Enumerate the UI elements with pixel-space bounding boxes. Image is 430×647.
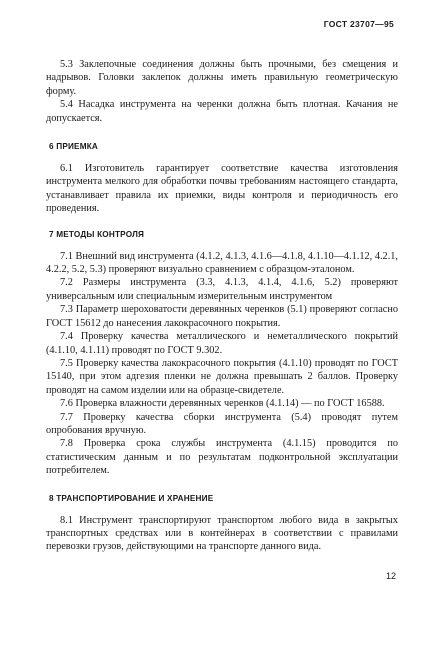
paragraph-7-6: 7.6 Проверка влажности деревянных черенков (4.1.14) — по ГОСТ 16588. — [60, 398, 385, 410]
page-body — [46, 58, 398, 554]
paragraph-7-7: 7.7 Проверку качества сборки инструмента (5.4) проводят путем опробования вручную. — [46, 411, 398, 436]
page-number: 12 — [385, 571, 396, 581]
paragraph-7-4: 7.4 Проверку качества металлического и неметаллического покрытий (4.1.10, 4.1.11) проводят по ГОСТ 9.302. — [46, 331, 398, 356]
paragraph-7-5: 7.5 Проверку качества лакокрасочного покрытия (4.1.10) проводят по ГОСТ 15140, при этом адгезия пленки не должна превышать 2 баллов. Проверку проводят на самом изделии или на образце-свидетеле. — [46, 357, 398, 396]
document-header: ГОСТ 23707—95 — [323, 19, 394, 29]
paragraph-7-1: 7.1 Внешний вид инструмента (4.1.2, 4.1.3, 4.1.6—4.1.8, 4.1.10—4.1.12, 4.2.1, 4.2.2, 5.2, 5.3) проверяют визуально сравнением с образцом-эталоном. — [46, 250, 398, 276]
paragraph-6-1: 6.1 Изготовитель гарантирует соответствие качества изготовления инструмента мелкого для обработки почвы требованиям настоящего стандарта, устанавливает правила их приемки, виды контроля и периодичность его проведения. — [46, 163, 398, 215]
section-heading-transportirovanie: 8 ТРАНСПОРТИРОВАНИЕ И ХРАНЕНИЕ — [49, 493, 214, 503]
paragraph-7-3: 7.3 Параметр шероховатости деревянных черенков (5.1) проверяют согласно ГОСТ 15612 до нанесения лакокрасочного покрытия. — [46, 304, 398, 329]
paragraph-8-1: 8.1 Инструмент транспортируют транспортом любого вида в закрытых транспортных средствах или в контейнерах в соответствии с правилами перевозки грузов, действующими на транспорте данного вида. — [46, 514, 398, 553]
section-heading-metody-kontrolya: 7 МЕТОДЫ КОНТРОЛЯ — [49, 229, 145, 239]
paragraph-5-4: 5.4 Насадка инструмента на черенки должна быть плотная. Качания не допускается. — [46, 99, 398, 124]
paragraph-7-8: 7.8 Проверка срока службы инструмента (4.1.15) проводится по статистическим данным и по результатам подконтрольной эксплуатации потребителем. — [46, 438, 398, 477]
paragraph-5-3: 5.3 Заклепочные соединения должны быть прочными, без смещения и надрывов. Головки заклепок должны иметь правильную геометрическую форму. — [46, 59, 398, 97]
paragraph-7-2: 7.2 Размеры инструмента (3.3, 4.1.3, 4.1.4, 4.1.6, 5.2) проверяют универсальным или специальным измерительным инструментом — [46, 277, 398, 302]
section-heading-priemka: 6 ПРИЕМКА — [49, 142, 99, 152]
